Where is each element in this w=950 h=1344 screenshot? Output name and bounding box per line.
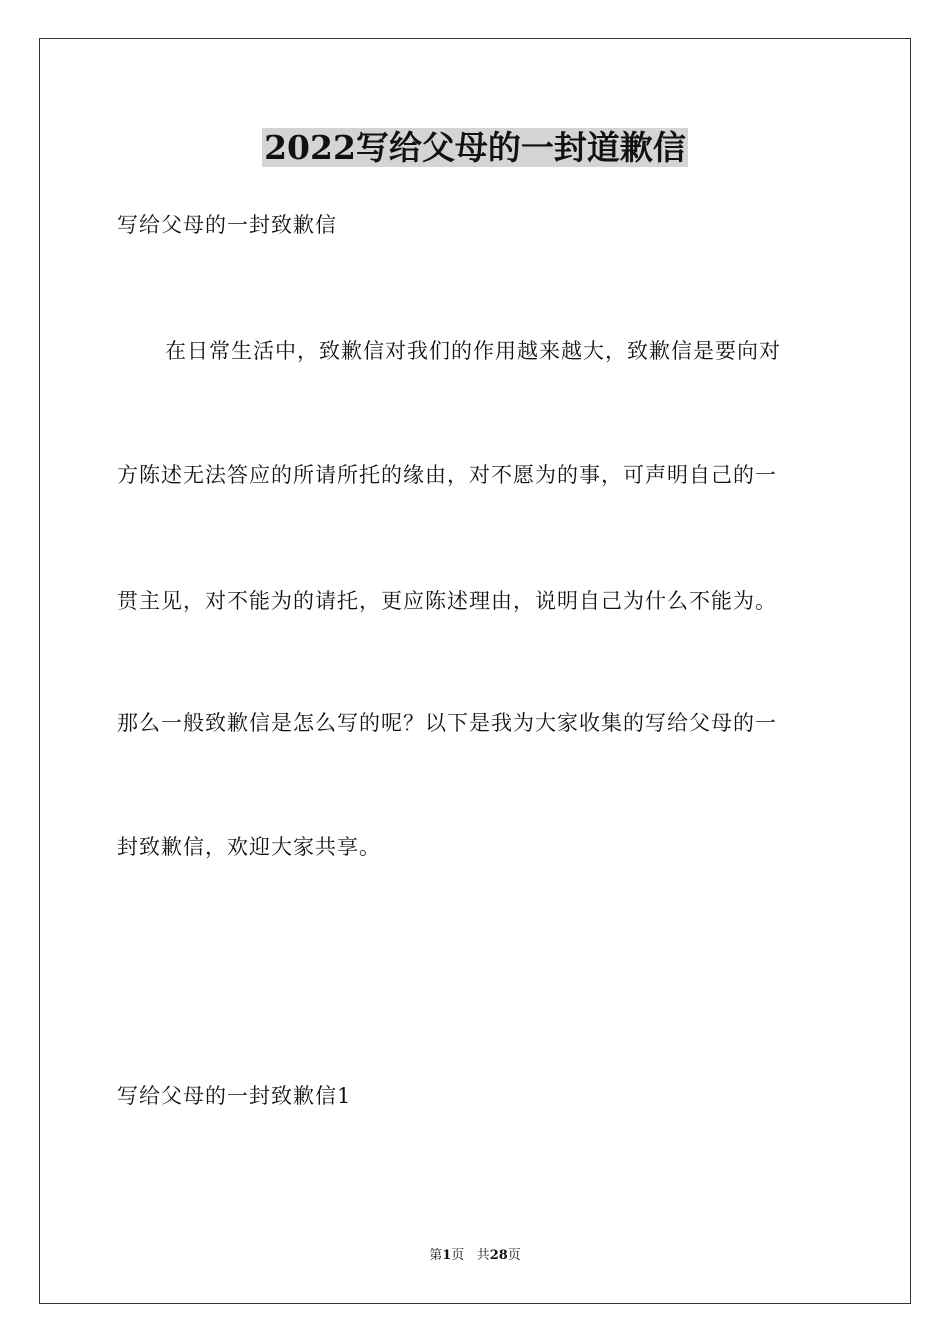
paragraph-line: 在日常生活中，致歉信对我们的作用越来越大，致歉信是要向对 [165,339,781,363]
document-subtitle: 写给父母的一封致歉信 [117,213,337,237]
paragraph-line: 封致歉信，欢迎大家共享。 [117,835,381,859]
paragraph-line: 贯主见，对不能为的请托，更应陈述理由，说明自己为什么不能为。 [117,589,777,613]
total-prefix: 共 [476,1248,490,1263]
paragraph-line: 方陈述无法答应的所请所托的缘由，对不愿为的事，可声明自己的一 [117,463,777,487]
page-number: 1 [442,1248,452,1263]
document-title [0,126,950,170]
document-title-text: 2022写给父母的一封道歉信 [264,128,686,167]
page-footer [0,1247,950,1265]
total-suffix: 页 [507,1248,521,1263]
page-suffix: 页 [451,1248,465,1263]
total-pages: 28 [489,1248,508,1263]
section-heading: 写给父母的一封致歉信1 [117,1084,352,1108]
page-prefix: 第 [429,1248,443,1263]
paragraph-line: 那么一般致歉信是怎么写的呢？以下是我为大家收集的写给父母的一 [117,711,777,735]
